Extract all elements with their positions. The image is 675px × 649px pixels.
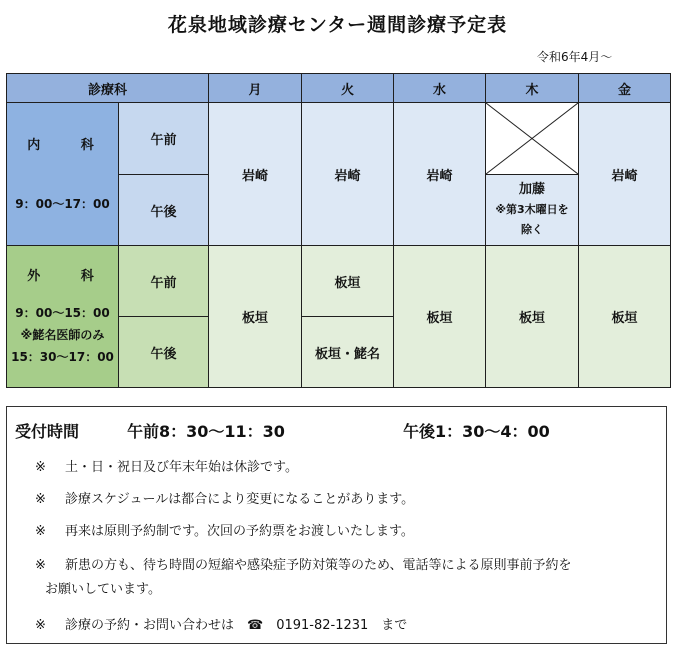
note-mark: ※ xyxy=(35,524,46,539)
reception-am: 午前8：30～11：30 xyxy=(127,422,285,441)
internal-pm-label: 午後 xyxy=(119,175,209,246)
surgery-dept-name: 外 科 xyxy=(27,269,112,284)
surgery-hours-extra: 15：30～17：00 xyxy=(11,350,114,364)
internal-am-label: 午前 xyxy=(119,103,209,175)
reception-pm: 午後1：30～4：00 xyxy=(403,422,550,441)
internal-dept-name: 内 科 xyxy=(27,137,112,153)
info-box xyxy=(6,406,667,644)
internal-dept-cell xyxy=(7,103,119,246)
internal-mon: 岩崎 xyxy=(209,103,302,246)
surgery-am-label: 午前 xyxy=(119,246,209,317)
surgery-mon: 板垣 xyxy=(209,246,302,388)
note-contact xyxy=(35,615,407,637)
surgery-pm-label: 午後 xyxy=(119,317,209,388)
internal-fri: 岩崎 xyxy=(579,103,671,246)
note-text: 診療スケジュールは都合により変更になることがあります。 xyxy=(65,492,415,507)
note-text: 新患の方も、待ち時間の短縮や感染症予防対策等のため、電話等による原則事前予約を xyxy=(65,558,572,573)
header-thu: 木 xyxy=(486,74,579,103)
page-title: 花泉地域診療センター週間診療予定表 xyxy=(167,14,508,36)
note-mark: ※ xyxy=(35,558,46,573)
header-fri: 金 xyxy=(579,74,671,103)
surgery-wed: 板垣 xyxy=(394,246,486,388)
note-schedule-change xyxy=(35,489,414,511)
header-tue: 火 xyxy=(302,74,394,103)
header-mon: 月 xyxy=(209,74,302,103)
header-dept: 診療科 xyxy=(7,74,209,103)
surgery-hours: 9：00～15：00 xyxy=(15,306,110,320)
note-text: 土・日・祝日及び年末年始は休診です。 xyxy=(65,460,298,475)
surgery-fri: 板垣 xyxy=(579,246,671,388)
surgery-am-row xyxy=(7,246,671,317)
surgery-tue-pm: 板垣・鮱名 xyxy=(302,317,394,388)
note-mark: ※ xyxy=(35,492,46,507)
note-mark: ※ xyxy=(35,618,46,633)
note-revisit xyxy=(35,521,414,543)
header-wed: 水 xyxy=(394,74,486,103)
internal-thu-note: ※第3木曜日を除く xyxy=(495,203,569,236)
internal-wed: 岩崎 xyxy=(394,103,486,246)
effective-date: 令和6年4月～ xyxy=(537,50,613,64)
internal-tue: 岩崎 xyxy=(302,103,394,246)
note-new-patient xyxy=(35,555,571,577)
closed-cross-icon xyxy=(486,103,578,174)
surgery-dept-cell xyxy=(7,246,119,388)
internal-thu-doctor: 加藤 xyxy=(518,182,545,197)
note-closed-days xyxy=(35,457,298,479)
surgery-hours-note: ※鮱名医師のみ xyxy=(20,328,105,342)
internal-hours: 9：00～17：00 xyxy=(15,196,110,211)
header-row xyxy=(7,74,671,103)
schedule-table xyxy=(6,73,671,388)
surgery-thu: 板垣 xyxy=(486,246,579,388)
surgery-tue-am: 板垣 xyxy=(302,246,394,317)
internal-thu-am-closed xyxy=(486,103,579,175)
note-text: 再来は原則予約制です。次回の予約票をお渡しいたします。 xyxy=(65,524,414,539)
note-mark: ※ xyxy=(35,460,46,475)
note-text: お願いしています。 xyxy=(45,582,161,597)
reception-label: 受付時間 xyxy=(15,422,80,441)
note-new-patient-cont xyxy=(45,579,161,601)
internal-am-row xyxy=(7,103,671,175)
note-text: 診療の予約・お問い合わせは ☎ 0191-82-1231 まで xyxy=(65,618,408,633)
internal-thu-pm xyxy=(486,175,579,246)
